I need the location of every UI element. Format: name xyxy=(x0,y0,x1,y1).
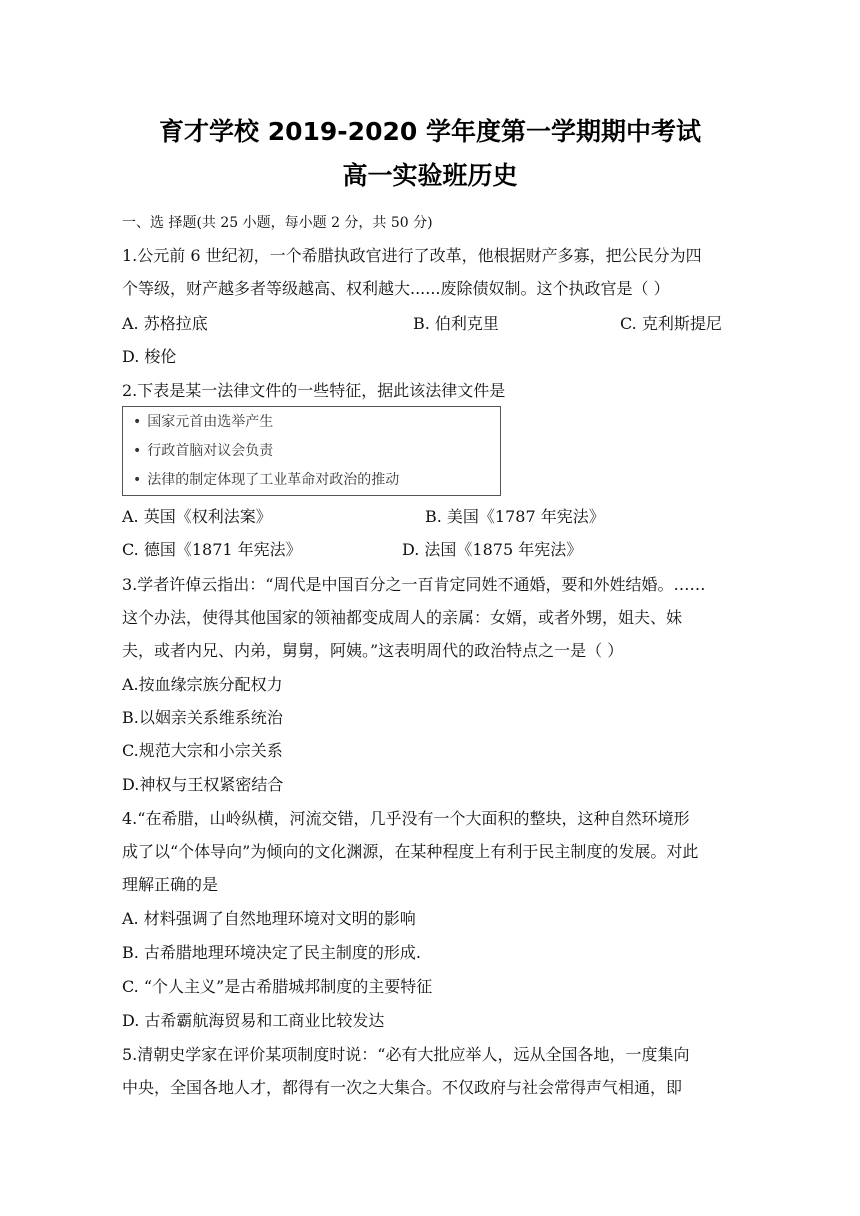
question-4-option-b: B. 古希腊地理环境决定了民主制度的形成. xyxy=(122,943,422,962)
question-4-line-1: 4.“在希腊，山岭纵横，河流交错，几乎没有一个大面积的整块，这种自然环境形 xyxy=(122,809,690,828)
question-2-option-c: C. 德国《1871 年宪法》 xyxy=(122,540,302,559)
question-3-line-1: 3.学者许倬云指出：“周代是中国百分之一百肯定同姓不通婚，要和外姓结婚。…… xyxy=(122,575,706,594)
table-item: • 法律的制定体现了工业革命对政治的推动 xyxy=(133,472,400,488)
section-heading: 一、选 择题(共 25 小题，每小题 2 分，共 50 分) xyxy=(122,215,433,231)
table-item-text: 法律的制定体现了工业革命对政治的推动 xyxy=(147,472,400,488)
question-1-option-d: D. 梭伦 xyxy=(122,347,177,366)
question-2-option-a: A. 英国《权利法案》 xyxy=(122,507,272,526)
question-5-line-2: 中央，全国各地人才，都得有一次之大集合。不仅政府与社会常得声气相通，即 xyxy=(122,1078,683,1097)
table-item: • 国家元首由选举产生 xyxy=(133,414,274,430)
question-1-option-a: A. 苏格拉底 xyxy=(122,314,208,333)
question-3-line-2: 这个办法，使得其他国家的领袖都变成周人的亲属：女婿，或者外甥，姐夫、妹 xyxy=(122,608,683,627)
exam-subtitle: 高一实验班历史 xyxy=(342,161,518,190)
question-4-line-2: 成了以“个体导向”为倾向的文化渊源，在某种程度上有利于民主制度的发展。对此 xyxy=(122,842,699,861)
table-item-text: 国家元首由选举产生 xyxy=(147,414,274,430)
question-3-option-a: A.按血缘宗族分配权力 xyxy=(122,675,283,694)
question-2-option-d: D. 法国《1875 年宪法》 xyxy=(402,540,583,559)
question-4-option-c: C. “个人主义”是古希腊城邦制度的主要特征 xyxy=(122,977,433,996)
question-3-option-c: C.规范大宗和小宗关系 xyxy=(122,741,283,760)
question-4-option-a: A. 材料强调了自然地理环境对文明的影响 xyxy=(122,909,416,928)
question-1-line-2: 个等级，财产越多者等级越高、权利越大......废除债奴制。这个执政官是（ ） xyxy=(122,279,670,298)
question-5-line-1: 5.清朝史学家在评价某项制度时说：“必有大批应举人，远从全国各地，一度集向 xyxy=(122,1045,690,1064)
question-1-option-c: C. 克利斯提尼 xyxy=(620,314,722,333)
question-4-line-3: 理解正确的是 xyxy=(122,875,219,894)
question-2-option-b: B. 美国《1787 年宪法》 xyxy=(425,507,605,526)
question-2-line-1: 2.下表是某一法律文件的一些特征，据此该法律文件是 xyxy=(122,381,506,400)
table-item-text: 行政首脑对议会负责 xyxy=(147,443,274,459)
table-item: • 行政首脑对议会负责 xyxy=(133,443,274,459)
question-3-option-b: B.以姻亲关系维系统治 xyxy=(122,708,283,727)
features-table xyxy=(122,406,501,496)
question-3-line-3: 夫，或者内兄、内弟，舅舅，阿姨。”这表明周代的政治特点之一是（ ） xyxy=(122,641,624,660)
exam-title: 育才学校 2019-2020 学年度第一学期期中考试 xyxy=(159,117,701,146)
question-4-option-d: D. 古希霸航海贸易和工商业比较发达 xyxy=(122,1011,385,1030)
question-1-option-b: B. 伯利克里 xyxy=(413,314,499,333)
question-1-line-1: 1.公元前 6 世纪初，一个希腊执政官进行了改革，他根据财产多寡，把公民分为四 xyxy=(122,246,702,265)
question-3-option-d: D.神权与王权紧密结合 xyxy=(122,775,284,794)
